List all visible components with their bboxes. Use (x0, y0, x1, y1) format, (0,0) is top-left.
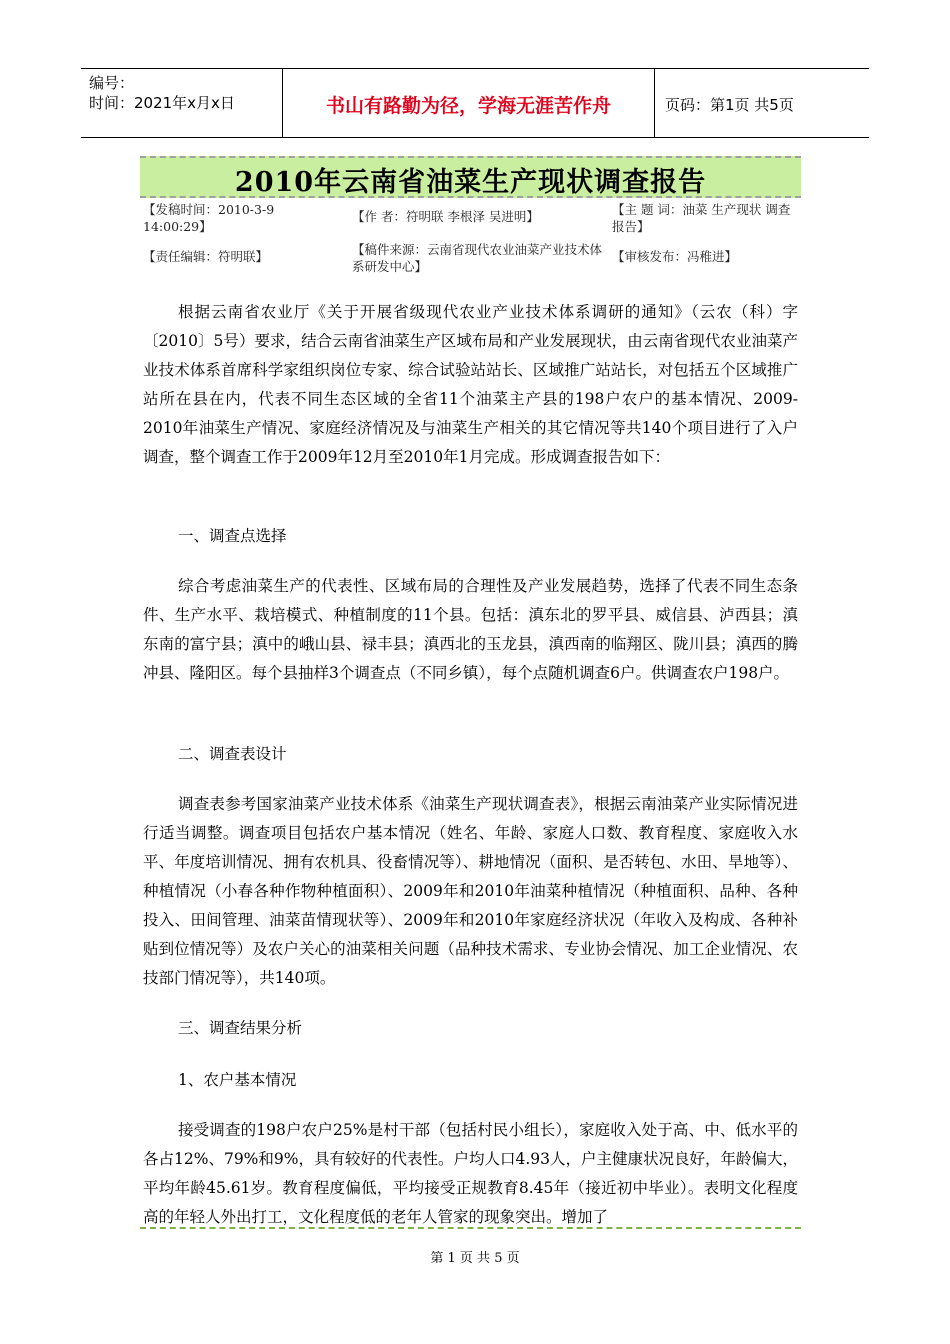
paragraph-2: 调查表参考国家油菜产业技术体系《油菜生产现状调查表》，根据云南油菜产业实际情况进行适当调整。调查项目包括农户基本情况（姓名、年龄、家庭人口数、教育程度、家庭收入水平、年度培训情况、拥有农机具、役畜情况等）、耕地情况（面积、是否转包、水田、旱地等）、种植情况（小春各种作物种植面积）、2009年和2010年油菜种植情况（种植面积、品种、各种投入、田间管理、油菜苗情现状等）、2009年和2010年家庭经济状况（年收入及构成、各种补贴到位情况等）及农户关心的油菜相关问题（品种技术需求、专业协会情况、加工企业情况、农技部门情况等），共140项。 (143, 795, 798, 987)
paragraph-3: 接受调查的198户农户25%是村干部（包括村民小组长），家庭收入处于高、中、低水平的各占12%、79%和9%，具有较好的代表性。户均人口4.93人，户主健康状况良好，年龄偏大，平均年龄45.61岁。教育程度偏低，平均接受正规教育8.45年（接近初中毕业）。表明文化程度高的年轻人外出打工，文化程度低的老年人管家的现象突出。增加了 (143, 1121, 799, 1226)
header-page-label: 页码：第1页 共5页 (665, 96, 794, 114)
section-heading-2: 二、调查表设计 (178, 745, 287, 763)
meta-authors: 【作 者：符明联 李根泽 吴进明】 (352, 209, 539, 224)
header-left-cell (89, 73, 279, 113)
subsection-heading-1: 1、农户基本情况 (178, 1071, 297, 1089)
intro-paragraph: 根据云南省农业厅《关于开展省级现代农业产业技术体系调研的通知》（云农（科）字〔2010〕5号）要求，结合云南省油菜生产区域布局和产业发展现状，由云南省现代农业油菜产业技术体系首席科学家组织岗位专家、综合试验站站长、区域推广站站长，对包括五个区域推广站所在县在内，代表不同生态区域的全省11个油菜主产县的198户农户的基本情况、2009-2010年油菜生产情况、家庭经济情况及与油菜生产相关的其它情况等共140个项目进行了入户调查，整个调查工作于2009年12月至2010年1月完成。形成调查报告如下： (143, 303, 798, 466)
meta-post-time: 【发稿时间：2010-3-9 14:00:29】 (143, 202, 275, 234)
document-title: 2010年云南省油菜生产现状调查报告 (234, 167, 707, 198)
header-motto: 书山有路勤为径，学海无涯苦作舟 (325, 95, 611, 117)
document-header (81, 68, 869, 138)
time-label: 时间：2021年x月x日 (89, 94, 235, 112)
meta-source: 【稿件来源：云南省现代农业油菜产业技术体系研发中心】 (352, 242, 603, 274)
meta-editor: 【责任编辑：符明联】 (143, 249, 269, 264)
section-heading-1: 一、调查点选择 (178, 527, 287, 545)
header-divider (654, 69, 655, 137)
title-band (140, 156, 801, 198)
paragraph-1: 综合考虑油菜生产的代表性、区域布局的合理性及产业发展趋势，选择了代表不同生态条件、生产水平、栽培模式、种植制度的11个县。包括：滇东北的罗平县、威信县、泸西县；滇东南的富宁县；滇中的峨山县、禄丰县；滇西北的玉龙县，滇西南的临翔区、陇川县；滇西的腾冲县、隆阳区。每个县抽样3个调查点（不同乡镇），每个点随机调查6户。供调查农户198户。 (143, 577, 798, 682)
section-heading-3: 三、调查结果分析 (178, 1019, 303, 1037)
number-label: 编号： (89, 74, 135, 92)
meta-keywords: 【主 题 词：油菜 生产现状 调查 报告】 (612, 202, 791, 234)
page-footer: 第 1 页 共 5 页 (430, 1251, 520, 1266)
bottom-divider (140, 1227, 801, 1229)
meta-reviewer: 【审核发布：冯稚进】 (612, 249, 738, 264)
